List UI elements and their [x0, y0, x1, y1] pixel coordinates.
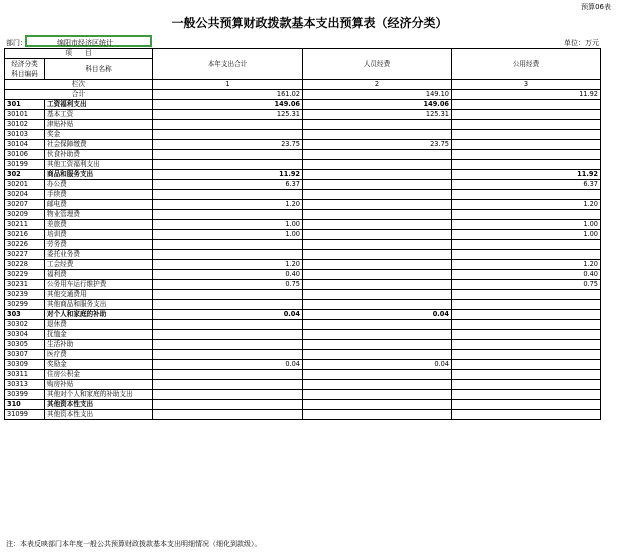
row-code[interactable]: 30229 [5, 270, 45, 280]
header-project: 项 目 [5, 49, 153, 59]
row-public[interactable] [452, 130, 601, 140]
sum-public: 11.92 [452, 90, 601, 100]
row-total[interactable]: 1.20 [153, 260, 303, 270]
row-public[interactable] [452, 250, 601, 260]
row-personnel[interactable]: 0.04 [303, 310, 452, 320]
row-personnel[interactable] [303, 130, 452, 140]
row-personnel[interactable] [303, 370, 452, 380]
table-row [5, 200, 601, 210]
row-public[interactable]: 1.00 [452, 230, 601, 240]
row-total[interactable] [153, 400, 303, 410]
header-col-personnel: 人员经费 [303, 49, 452, 80]
row-total[interactable] [153, 350, 303, 360]
row-name[interactable]: 社会保障缴费 [45, 140, 153, 150]
row-public[interactable]: 6.37 [452, 180, 601, 190]
row-name[interactable]: 奖金 [45, 130, 153, 140]
row-personnel[interactable] [303, 170, 452, 180]
row-personnel[interactable] [303, 180, 452, 190]
table-row [5, 270, 601, 280]
row-personnel[interactable] [303, 250, 452, 260]
table-row [5, 300, 601, 310]
row-code[interactable]: 30211 [5, 220, 45, 230]
row-personnel[interactable] [303, 210, 452, 220]
row-name[interactable]: 津贴补贴 [45, 120, 153, 130]
row-total[interactable]: 125.31 [153, 110, 303, 120]
row-total[interactable]: 0.04 [153, 310, 303, 320]
row-personnel[interactable] [303, 260, 452, 270]
row-code[interactable]: 303 [5, 310, 45, 320]
row-public[interactable]: 11.92 [452, 170, 601, 180]
budget-table [4, 48, 601, 420]
row-name[interactable]: 办公费 [45, 180, 153, 190]
table-row [5, 380, 601, 390]
row-name[interactable]: 手续费 [45, 190, 153, 200]
row-name[interactable]: 邮电费 [45, 200, 153, 210]
table-row [5, 230, 601, 240]
unit-label: 单位：万元 [564, 39, 599, 47]
row-name[interactable]: 其他商品和服务支出 [45, 300, 153, 310]
row-name[interactable]: 劳务费 [45, 240, 153, 250]
row-total[interactable] [153, 410, 303, 420]
row-personnel[interactable] [303, 150, 452, 160]
row-public[interactable] [452, 100, 601, 110]
table-row [5, 400, 601, 410]
row-name[interactable]: 奖励金 [45, 360, 153, 370]
row-public[interactable] [452, 400, 601, 410]
row-personnel[interactable] [303, 120, 452, 130]
row-code[interactable]: 30399 [5, 390, 45, 400]
row-total[interactable]: 149.06 [153, 100, 303, 110]
row-public[interactable] [452, 190, 601, 200]
table-row [5, 260, 601, 270]
row-total[interactable] [153, 150, 303, 160]
row-public[interactable] [452, 240, 601, 250]
table-row [5, 310, 601, 320]
row-code[interactable]: 30102 [5, 120, 45, 130]
row-public[interactable] [452, 290, 601, 300]
row-public[interactable]: 1.20 [452, 260, 601, 270]
row-personnel[interactable] [303, 200, 452, 210]
row-public[interactable] [452, 110, 601, 120]
table-row [5, 370, 601, 380]
table-row [5, 410, 601, 420]
row-code[interactable]: 30305 [5, 340, 45, 350]
row-total[interactable] [153, 120, 303, 130]
row-total[interactable] [153, 370, 303, 380]
header-col-public: 公用经费 [452, 49, 601, 80]
row-total[interactable]: 0.40 [153, 270, 303, 280]
table-row [5, 210, 601, 220]
table-row [5, 240, 601, 250]
row-total[interactable] [153, 210, 303, 220]
row-total[interactable] [153, 390, 303, 400]
row-code[interactable]: 30239 [5, 290, 45, 300]
row-code[interactable]: 30104 [5, 140, 45, 150]
row-code[interactable]: 30313 [5, 380, 45, 390]
row-name[interactable]: 其他交通费用 [45, 290, 153, 300]
row-code[interactable]: 30231 [5, 280, 45, 290]
row-name[interactable]: 其他工资福利支出 [45, 160, 153, 170]
row-public[interactable] [452, 410, 601, 420]
row-public[interactable] [452, 160, 601, 170]
row-name[interactable]: 商品和服务支出 [45, 170, 153, 180]
row-name[interactable]: 公务用车运行维护费 [45, 280, 153, 290]
row-code[interactable]: 30226 [5, 240, 45, 250]
row-public[interactable] [452, 340, 601, 350]
row-code[interactable]: 30103 [5, 130, 45, 140]
row-code[interactable]: 30199 [5, 160, 45, 170]
form-number: 预算06表 [581, 3, 611, 11]
row-personnel[interactable] [303, 410, 452, 420]
table-row [5, 140, 601, 150]
row-total[interactable]: 0.75 [153, 280, 303, 290]
row-total[interactable]: 1.20 [153, 200, 303, 210]
table-row [5, 170, 601, 180]
row-total[interactable] [153, 160, 303, 170]
row-name[interactable]: 福利费 [45, 270, 153, 280]
row-code[interactable]: 31099 [5, 410, 45, 420]
table-row [5, 340, 601, 350]
row-personnel[interactable] [303, 390, 452, 400]
row-public[interactable] [452, 210, 601, 220]
row-code[interactable]: 30309 [5, 360, 45, 370]
table-row [5, 180, 601, 190]
row-name[interactable]: 基本工资 [45, 110, 153, 120]
table-row [5, 100, 601, 110]
dept-name-cell[interactable]: 绵阳市经济区统计 [25, 35, 152, 47]
row-name[interactable]: 其他资本性支出 [45, 410, 153, 420]
row-code[interactable]: 30201 [5, 180, 45, 190]
row-public[interactable] [452, 390, 601, 400]
row-code[interactable]: 30209 [5, 210, 45, 220]
row-total[interactable] [153, 340, 303, 350]
row-public[interactable] [452, 120, 601, 130]
row-code[interactable]: 30302 [5, 320, 45, 330]
row-name[interactable]: 购房补贴 [45, 380, 153, 390]
row-total[interactable]: 0.04 [153, 360, 303, 370]
row-public[interactable]: 1.20 [452, 200, 601, 210]
order-1: 1 [153, 80, 303, 90]
row-public[interactable] [452, 360, 601, 370]
row-total[interactable] [153, 300, 303, 310]
row-code[interactable]: 30216 [5, 230, 45, 240]
row-total[interactable] [153, 190, 303, 200]
row-name[interactable]: 委托业务费 [45, 250, 153, 260]
row-name[interactable]: 对个人和家庭的补助 [45, 310, 153, 320]
row-public[interactable]: 1.00 [452, 220, 601, 230]
row-name[interactable]: 培训费 [45, 230, 153, 240]
row-public[interactable] [452, 380, 601, 390]
dept-label: 部门： [6, 39, 27, 47]
row-personnel[interactable]: 0.04 [303, 360, 452, 370]
table-row [5, 280, 601, 290]
row-code[interactable]: 30227 [5, 250, 45, 260]
row-total[interactable]: 23.75 [153, 140, 303, 150]
table-row [5, 130, 601, 140]
row-personnel[interactable] [303, 300, 452, 310]
row-public[interactable]: 0.40 [452, 270, 601, 280]
row-name[interactable]: 物业管理费 [45, 210, 153, 220]
header-col-total: 本年支出合计 [153, 49, 303, 80]
row-total[interactable]: 1.00 [153, 230, 303, 240]
row-public[interactable] [452, 150, 601, 160]
row-personnel[interactable] [303, 330, 452, 340]
row-name[interactable]: 工资福利支出 [45, 100, 153, 110]
row-name[interactable]: 其他对个人和家庭的补助支出 [45, 390, 153, 400]
row-personnel[interactable] [303, 380, 452, 390]
table-row [5, 350, 601, 360]
row-personnel[interactable]: 23.75 [303, 140, 452, 150]
row-name[interactable]: 差旅费 [45, 220, 153, 230]
order-label: 栏次 [5, 80, 153, 90]
sum-personnel: 149.10 [303, 90, 452, 100]
row-total[interactable]: 6.37 [153, 180, 303, 190]
table-row [5, 390, 601, 400]
row-personnel[interactable] [303, 190, 452, 200]
row-code[interactable]: 30311 [5, 370, 45, 380]
order-3: 3 [452, 80, 601, 90]
table-row [5, 120, 601, 130]
table-row [5, 330, 601, 340]
row-personnel[interactable] [303, 290, 452, 300]
row-code[interactable]: 30307 [5, 350, 45, 360]
row-personnel[interactable] [303, 280, 452, 290]
table-row [5, 250, 601, 260]
row-name[interactable]: 伙食补助费 [45, 150, 153, 160]
row-total[interactable] [153, 290, 303, 300]
row-name[interactable]: 抚恤金 [45, 330, 153, 340]
table-row [5, 320, 601, 330]
row-code[interactable]: 302 [5, 170, 45, 180]
row-code[interactable]: 30101 [5, 110, 45, 120]
row-public[interactable] [452, 320, 601, 330]
header-subject-name: 科目名称 [45, 59, 153, 80]
row-total[interactable] [153, 250, 303, 260]
row-personnel[interactable]: 125.31 [303, 110, 452, 120]
row-public[interactable] [452, 350, 601, 360]
row-name[interactable]: 工会经费 [45, 260, 153, 270]
row-personnel[interactable] [303, 240, 452, 250]
row-personnel[interactable]: 149.06 [303, 100, 452, 110]
row-name[interactable]: 生活补助 [45, 340, 153, 350]
table-row [5, 160, 601, 170]
row-public[interactable] [452, 370, 601, 380]
sum-label: 合计 [5, 90, 153, 100]
order-2: 2 [303, 80, 452, 90]
row-personnel[interactable] [303, 350, 452, 360]
row-total[interactable] [153, 380, 303, 390]
row-public[interactable] [452, 310, 601, 320]
row-code[interactable]: 30204 [5, 190, 45, 200]
page-title: 一般公共预算财政拨款基本支出预算表（经济分类） [171, 16, 448, 30]
table-row [5, 110, 601, 120]
row-total[interactable]: 11.92 [153, 170, 303, 180]
row-personnel[interactable] [303, 340, 452, 350]
row-personnel[interactable] [303, 220, 452, 230]
row-public[interactable] [452, 300, 601, 310]
table-row [5, 220, 601, 230]
header-econ-code: 经济分类 科目编码 [5, 59, 45, 80]
row-code[interactable]: 30207 [5, 200, 45, 210]
table-row [5, 150, 601, 160]
row-code[interactable]: 30228 [5, 260, 45, 270]
row-personnel[interactable] [303, 230, 452, 240]
table-row [5, 190, 601, 200]
row-total[interactable] [153, 330, 303, 340]
row-code[interactable]: 301 [5, 100, 45, 110]
row-name[interactable]: 住房公积金 [45, 370, 153, 380]
row-code[interactable]: 30304 [5, 330, 45, 340]
row-personnel[interactable] [303, 320, 452, 330]
row-personnel[interactable] [303, 160, 452, 170]
row-total[interactable] [153, 320, 303, 330]
row-code[interactable]: 30106 [5, 150, 45, 160]
row-public[interactable] [452, 140, 601, 150]
table-row [5, 360, 601, 370]
table-row [5, 290, 601, 300]
row-code[interactable]: 30299 [5, 300, 45, 310]
footnote: 注：本表反映部门本年度一般公共预算财政拨款基本支出明细情况（细化到款级）。 [6, 540, 262, 548]
row-total[interactable]: 1.00 [153, 220, 303, 230]
row-public[interactable] [452, 330, 601, 340]
row-personnel[interactable] [303, 270, 452, 280]
row-total[interactable] [153, 130, 303, 140]
row-personnel[interactable] [303, 400, 452, 410]
row-code[interactable]: 310 [5, 400, 45, 410]
row-public[interactable]: 0.75 [452, 280, 601, 290]
sum-total: 161.02 [153, 90, 303, 100]
row-name[interactable]: 医疗费 [45, 350, 153, 360]
row-name[interactable]: 退休费 [45, 320, 153, 330]
row-name[interactable]: 其他资本性支出 [45, 400, 153, 410]
row-total[interactable] [153, 240, 303, 250]
